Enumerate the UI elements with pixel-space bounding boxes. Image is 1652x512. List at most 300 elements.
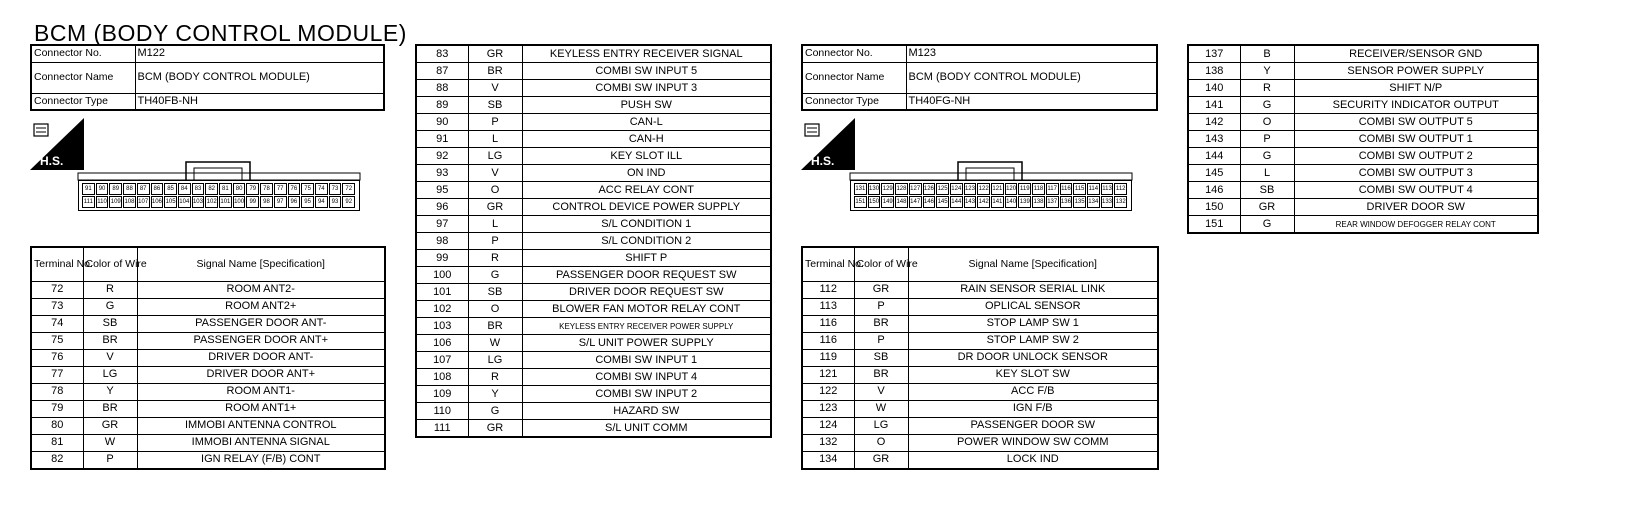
wire-color-cell: L	[468, 216, 522, 233]
connector-pin: 130	[868, 183, 881, 195]
wire-color-cell: P	[1240, 131, 1294, 148]
wire-color-cell: G	[1240, 216, 1294, 234]
connector-pin: 110	[96, 196, 109, 208]
signal-name-cell: KEY SLOT SW	[908, 366, 1158, 383]
connector-pin: 127	[909, 183, 922, 195]
wire-color-cell: G	[468, 267, 522, 284]
connector-pin: 89	[109, 183, 122, 195]
wire-color-cell: LG	[83, 366, 137, 383]
table-row	[1188, 63, 1538, 80]
terminal-cell: 99	[416, 250, 468, 267]
terminal-cell: 91	[416, 131, 468, 148]
connector-pin: 105	[164, 196, 177, 208]
signal-name-cell: COMBI SW INPUT 5	[522, 63, 771, 80]
table-row	[416, 63, 771, 80]
table-row	[416, 386, 771, 403]
table-row	[416, 284, 771, 301]
connector-pin: 129	[881, 183, 894, 195]
signal-name-cell: DRIVER DOOR REQUEST SW	[522, 284, 771, 301]
table-row	[802, 366, 1158, 383]
connector-pin: 118	[1032, 183, 1045, 195]
connector-pin: 107	[137, 196, 150, 208]
signal-name-cell: STOP LAMP SW 2	[908, 332, 1158, 349]
table-row	[416, 114, 771, 131]
signal-name-cell: POWER WINDOW SW COMM	[908, 434, 1158, 451]
wire-color-cell: R	[1240, 80, 1294, 97]
wire-color-cell: W	[854, 400, 908, 417]
connector-pin: 73	[329, 183, 342, 195]
signal-name-cell: SENSOR POWER SUPPLY	[1294, 63, 1538, 80]
signal-name-cell: PASSENGER DOOR ANT-	[137, 315, 385, 332]
signal-name-cell: SECURITY INDICATOR OUTPUT	[1294, 97, 1538, 114]
table-row	[31, 315, 385, 332]
terminal-cell: 74	[31, 315, 83, 332]
table-row	[31, 451, 385, 469]
wire-color-cell: SB	[83, 315, 137, 332]
terminal-cell: 93	[416, 165, 468, 182]
connector-pin: 81	[219, 183, 232, 195]
pin-row-top	[82, 183, 356, 195]
table-row	[31, 383, 385, 400]
connector-pin: 78	[260, 183, 273, 195]
terminal-cell: 106	[416, 335, 468, 352]
signal-name-cell: KEYLESS ENTRY RECEIVER POWER SUPPLY	[522, 318, 771, 335]
wire-color-cell: LG	[468, 148, 522, 165]
connector-pin: 102	[205, 196, 218, 208]
wire-color-cell: V	[468, 165, 522, 182]
signal-name-cell: COMBI SW INPUT 1	[522, 352, 771, 369]
hs-badge-1	[30, 118, 84, 170]
terminal-cell: 96	[416, 199, 468, 216]
signal-name-cell: IGN F/B	[908, 400, 1158, 417]
connector-pin: 149	[881, 196, 894, 208]
connector-pin: 146	[923, 196, 936, 208]
signal-name-cell: DR DOOR UNLOCK SENSOR	[908, 349, 1158, 366]
wire-color-cell: SB	[468, 284, 522, 301]
wire-color-cell: V	[854, 383, 908, 400]
signal-name-cell: DRIVER DOOR ANT+	[137, 366, 385, 383]
signal-name-cell: IGN RELAY (F/B) CONT	[137, 451, 385, 469]
terminal-cell: 138	[1188, 63, 1240, 80]
terminal-cell: 92	[416, 148, 468, 165]
signal-name-cell: REAR WINDOW DEFOGGER RELAY CONT	[1294, 216, 1538, 234]
table-row	[1188, 165, 1538, 182]
wire-color-cell: P	[468, 114, 522, 131]
table-row	[416, 369, 771, 386]
terminal-cell: 112	[802, 281, 854, 298]
table-row	[416, 403, 771, 420]
connector-pin: 106	[151, 196, 164, 208]
signal-name-cell: ROOM ANT1-	[137, 383, 385, 400]
connector-pin: 79	[246, 183, 259, 195]
terminal-cell: 88	[416, 80, 468, 97]
connector-pin: 75	[301, 183, 314, 195]
terminal-cell: 121	[802, 366, 854, 383]
terminal-cell: 140	[1188, 80, 1240, 97]
signal-name-cell: SHIFT P	[522, 250, 771, 267]
signal-name-cell: PUSH SW	[522, 97, 771, 114]
signal-name-cell: ROOM ANT1+	[137, 400, 385, 417]
connector-pin: 77	[274, 183, 287, 195]
connector-type-value: TH40FB-NH	[135, 93, 384, 110]
signal-name-cell: ROOM ANT2-	[137, 281, 385, 298]
connector-pin: 143	[964, 196, 977, 208]
wire-color-cell: LG	[854, 417, 908, 434]
signal-name-cell: KEYLESS ENTRY RECEIVER SIGNAL	[522, 45, 771, 63]
connector-type-value: TH40FG-NH	[906, 93, 1157, 110]
pin-row-top	[854, 183, 1128, 195]
table-row	[31, 298, 385, 315]
table-row	[31, 417, 385, 434]
wire-color-cell: BR	[468, 63, 522, 80]
connector-pin: 109	[109, 196, 122, 208]
terminal-cell: 80	[31, 417, 83, 434]
terminal-cell: 116	[802, 315, 854, 332]
table-row	[416, 182, 771, 199]
terminal-cell: 101	[416, 284, 468, 301]
signal-header: Signal Name [Specification]	[908, 247, 1158, 281]
wire-color-cell: G	[83, 298, 137, 315]
pin-row-bottom	[82, 196, 356, 208]
wire-color-cell: Y	[83, 383, 137, 400]
terminal-cell: 134	[802, 451, 854, 469]
table-row	[802, 417, 1158, 434]
wire-color-cell: GR	[854, 451, 908, 469]
terminal-header: Terminal No.	[31, 247, 83, 281]
wire-color-cell: GR	[83, 417, 137, 434]
signal-name-cell: HAZARD SW	[522, 403, 771, 420]
connector-pin: 87	[137, 183, 150, 195]
terminal-cell: 122	[802, 383, 854, 400]
signal-name-cell: OPLICAL SENSOR	[908, 298, 1158, 315]
table-row	[1188, 182, 1538, 199]
signal-name-cell: PASSENGER DOOR ANT+	[137, 332, 385, 349]
signal-name-cell: COMBI SW INPUT 4	[522, 369, 771, 386]
signal-name-cell: ON IND	[522, 165, 771, 182]
signal-name-cell: COMBI SW INPUT 3	[522, 80, 771, 97]
terminal-cell: 89	[416, 97, 468, 114]
connector-pin: 145	[936, 196, 949, 208]
connector-pin: 95	[301, 196, 314, 208]
terminal-cell: 110	[416, 403, 468, 420]
connector-name-label: Connector Name	[802, 62, 906, 93]
table-row	[416, 318, 771, 335]
wire-color-cell: L	[1240, 165, 1294, 182]
table-row	[1188, 114, 1538, 131]
table-row	[416, 199, 771, 216]
wire-color-cell: BR	[83, 332, 137, 349]
wire-color-cell: P	[854, 332, 908, 349]
connector-pin: 86	[151, 183, 164, 195]
wire-color-cell: G	[468, 403, 522, 420]
connector-latch-icon	[850, 156, 1132, 180]
wire-color-cell: O	[854, 434, 908, 451]
terminal-cell: 75	[31, 332, 83, 349]
connector-pin: 72	[342, 183, 355, 195]
terminal-cell: 132	[802, 434, 854, 451]
terminal-cell: 79	[31, 400, 83, 417]
connector-pin: 151	[854, 196, 867, 208]
color-header: Color of Wire	[83, 247, 137, 281]
connector-no-label: Connector No.	[31, 45, 135, 62]
table-row	[802, 400, 1158, 417]
wire-color-cell: L	[468, 131, 522, 148]
connector-no-label: Connector No.	[802, 45, 906, 62]
hs-label: H.S.	[811, 154, 835, 168]
signal-name-cell: SHIFT N/P	[1294, 80, 1538, 97]
connector-pin: 99	[246, 196, 259, 208]
connector-pin: 97	[274, 196, 287, 208]
wire-color-cell: W	[83, 434, 137, 451]
connector-pin: 124	[950, 183, 963, 195]
table-row	[416, 165, 771, 182]
connector-pin: 96	[288, 196, 301, 208]
table-row	[416, 45, 771, 63]
wire-color-cell: G	[1240, 97, 1294, 114]
wire-color-cell: P	[854, 298, 908, 315]
wire-color-cell: BR	[854, 366, 908, 383]
wire-color-cell: P	[83, 451, 137, 469]
terminal-cell: 123	[802, 400, 854, 417]
wire-color-cell: G	[1240, 148, 1294, 165]
connector-pin: 88	[123, 183, 136, 195]
connector-pin: 104	[178, 196, 191, 208]
connector-pin: 111	[82, 196, 95, 208]
signal-name-cell: COMBI SW OUTPUT 4	[1294, 182, 1538, 199]
terminal-cell: 98	[416, 233, 468, 250]
table-row	[802, 349, 1158, 366]
signal-name-cell: S/L CONDITION 2	[522, 233, 771, 250]
table-row	[31, 349, 385, 366]
connector-pin: 138	[1032, 196, 1045, 208]
wire-color-cell: SB	[1240, 182, 1294, 199]
wire-color-cell: SB	[854, 349, 908, 366]
wire-color-cell: GR	[854, 281, 908, 298]
terminal-cell: 111	[416, 420, 468, 438]
terminal-cell: 109	[416, 386, 468, 403]
connector-no-value: M123	[906, 45, 1157, 62]
signal-name-cell: COMBI SW INPUT 2	[522, 386, 771, 403]
signal-table-1	[30, 246, 386, 470]
table-row	[416, 233, 771, 250]
table-row	[416, 420, 771, 438]
wire-color-cell: GR	[468, 199, 522, 216]
connector-pin: 76	[288, 183, 301, 195]
signal-name-cell: RECEIVER/SENSOR GND	[1294, 45, 1538, 63]
signal-name-cell: CAN-L	[522, 114, 771, 131]
table-row	[1188, 148, 1538, 165]
connector-pin: 120	[1005, 183, 1018, 195]
connector-pin: 115	[1073, 183, 1086, 195]
signal-name-cell: IMMOBI ANTENNA SIGNAL	[137, 434, 385, 451]
table-row	[416, 131, 771, 148]
connector-pin: 140	[1005, 196, 1018, 208]
connector-name-value: BCM (BODY CONTROL MODULE)	[135, 62, 384, 93]
connector-type-label: Connector Type	[31, 93, 135, 110]
terminal-cell: 90	[416, 114, 468, 131]
connector-pin: 150	[868, 196, 881, 208]
color-header: Color of Wire	[854, 247, 908, 281]
terminal-header: Terminal No.	[802, 247, 854, 281]
signal-name-cell: DRIVER DOOR SW	[1294, 199, 1538, 216]
signal-name-cell: CAN-H	[522, 131, 771, 148]
table-row	[416, 250, 771, 267]
connector-pin: 142	[977, 196, 990, 208]
terminal-cell: 100	[416, 267, 468, 284]
terminal-cell: 103	[416, 318, 468, 335]
signal-name-cell: LOCK IND	[908, 451, 1158, 469]
connector-pin: 98	[260, 196, 273, 208]
table-row	[1188, 199, 1538, 216]
connector-pin: 101	[219, 196, 232, 208]
signal-name-cell: COMBI SW OUTPUT 1	[1294, 131, 1538, 148]
connector-pin: 141	[991, 196, 1004, 208]
connector-pin: 93	[329, 196, 342, 208]
signal-name-cell: COMBI SW OUTPUT 5	[1294, 114, 1538, 131]
terminal-cell: 102	[416, 301, 468, 318]
signal-name-cell: ROOM ANT2+	[137, 298, 385, 315]
hs-connector-icon	[30, 118, 84, 170]
hs-connector-icon	[801, 118, 855, 170]
terminal-cell: 142	[1188, 114, 1240, 131]
terminal-cell: 151	[1188, 216, 1240, 234]
connector-face-2	[850, 156, 1132, 211]
signal-name-cell: BLOWER FAN MOTOR RELAY CONT	[522, 301, 771, 318]
terminal-cell: 76	[31, 349, 83, 366]
signal-table-4	[1187, 44, 1539, 234]
terminal-cell: 81	[31, 434, 83, 451]
signal-name-cell: DRIVER DOOR ANT-	[137, 349, 385, 366]
wire-color-cell: O	[1240, 114, 1294, 131]
hs-badge-2	[801, 118, 855, 170]
connector-pin: 119	[1018, 183, 1031, 195]
connector-pin: 74	[315, 183, 328, 195]
terminal-cell: 108	[416, 369, 468, 386]
wire-color-cell: O	[468, 182, 522, 199]
table-row	[1188, 131, 1538, 148]
table-row	[416, 97, 771, 114]
terminal-cell: 77	[31, 366, 83, 383]
hs-label: H.S.	[40, 154, 64, 168]
terminal-cell: 143	[1188, 131, 1240, 148]
table-row	[802, 315, 1158, 332]
table-row	[416, 267, 771, 284]
connector-pin: 122	[977, 183, 990, 195]
table-row	[31, 400, 385, 417]
connector-type-label: Connector Type	[802, 93, 906, 110]
connector-pin: 90	[96, 183, 109, 195]
connector-pin: 139	[1018, 196, 1031, 208]
table-row	[802, 298, 1158, 315]
connector-pin: 100	[233, 196, 246, 208]
wire-color-cell: Y	[468, 386, 522, 403]
connector-pin: 121	[991, 183, 1004, 195]
connector-pin: 125	[936, 183, 949, 195]
connector-pin: 85	[164, 183, 177, 195]
connector-name-value: BCM (BODY CONTROL MODULE)	[906, 62, 1157, 93]
signal-name-cell: RAIN SENSOR SERIAL LINK	[908, 281, 1158, 298]
signal-name-cell: STOP LAMP SW 1	[908, 315, 1158, 332]
connector-pin: 131	[854, 183, 867, 195]
signal-name-cell: IMMOBI ANTENNA CONTROL	[137, 417, 385, 434]
connector-latch-icon	[78, 156, 360, 180]
wire-color-cell: BR	[83, 400, 137, 417]
signal-name-cell: PASSENGER DOOR REQUEST SW	[522, 267, 771, 284]
wire-color-cell: GR	[468, 420, 522, 438]
table-row	[416, 80, 771, 97]
table-row	[802, 434, 1158, 451]
signal-name-cell: COMBI SW OUTPUT 3	[1294, 165, 1538, 182]
wire-color-cell: W	[468, 335, 522, 352]
terminal-cell: 144	[1188, 148, 1240, 165]
connector-pin: 112	[1114, 183, 1127, 195]
signal-header: Signal Name [Specification]	[137, 247, 385, 281]
connector-pin: 80	[233, 183, 246, 195]
connector-pin: 132	[1114, 196, 1127, 208]
wire-color-cell: V	[83, 349, 137, 366]
terminal-cell: 145	[1188, 165, 1240, 182]
terminal-cell: 150	[1188, 199, 1240, 216]
terminal-cell: 146	[1188, 182, 1240, 199]
table-row	[416, 301, 771, 318]
connector-pin: 92	[342, 196, 355, 208]
wire-color-cell: O	[468, 301, 522, 318]
connector-pin: 117	[1046, 183, 1059, 195]
signal-name-cell: S/L CONDITION 1	[522, 216, 771, 233]
terminal-cell: 113	[802, 298, 854, 315]
connector-no-value: M122	[135, 45, 384, 62]
signal-name-cell: S/L UNIT COMM	[522, 420, 771, 438]
table-row	[31, 434, 385, 451]
table-row	[1188, 45, 1538, 63]
signal-name-cell: KEY SLOT ILL	[522, 148, 771, 165]
signal-table-2	[415, 44, 772, 438]
terminal-cell: 73	[31, 298, 83, 315]
connector-pin: 135	[1073, 196, 1086, 208]
connector-pin: 116	[1060, 183, 1073, 195]
terminal-cell: 72	[31, 281, 83, 298]
terminal-cell: 119	[802, 349, 854, 366]
signal-name-cell: CONTROL DEVICE POWER SUPPLY	[522, 199, 771, 216]
signal-name-cell: ACC RELAY CONT	[522, 182, 771, 199]
connector-pin: 134	[1087, 196, 1100, 208]
wire-color-cell: LG	[468, 352, 522, 369]
connector-pin: 94	[315, 196, 328, 208]
connector-pin: 148	[895, 196, 908, 208]
connector-pin: 114	[1087, 183, 1100, 195]
pin-row-bottom	[854, 196, 1128, 208]
table-row	[802, 383, 1158, 400]
signal-name-cell: COMBI SW OUTPUT 2	[1294, 148, 1538, 165]
table-row	[1188, 80, 1538, 97]
connector-pin: 137	[1046, 196, 1059, 208]
connector-pin: 91	[82, 183, 95, 195]
table-row	[416, 216, 771, 233]
terminal-cell: 107	[416, 352, 468, 369]
connector-pin: 128	[895, 183, 908, 195]
wire-color-cell: BR	[468, 318, 522, 335]
terminal-cell: 87	[416, 63, 468, 80]
wire-color-cell: B	[1240, 45, 1294, 63]
connector-pin: 144	[950, 196, 963, 208]
table-row	[31, 332, 385, 349]
connector-pin: 113	[1101, 183, 1114, 195]
table-row	[31, 281, 385, 298]
connector-info-table-2	[801, 44, 1158, 111]
wire-color-cell: Y	[1240, 63, 1294, 80]
wire-color-cell: GR	[1240, 199, 1294, 216]
table-row	[1188, 97, 1538, 114]
